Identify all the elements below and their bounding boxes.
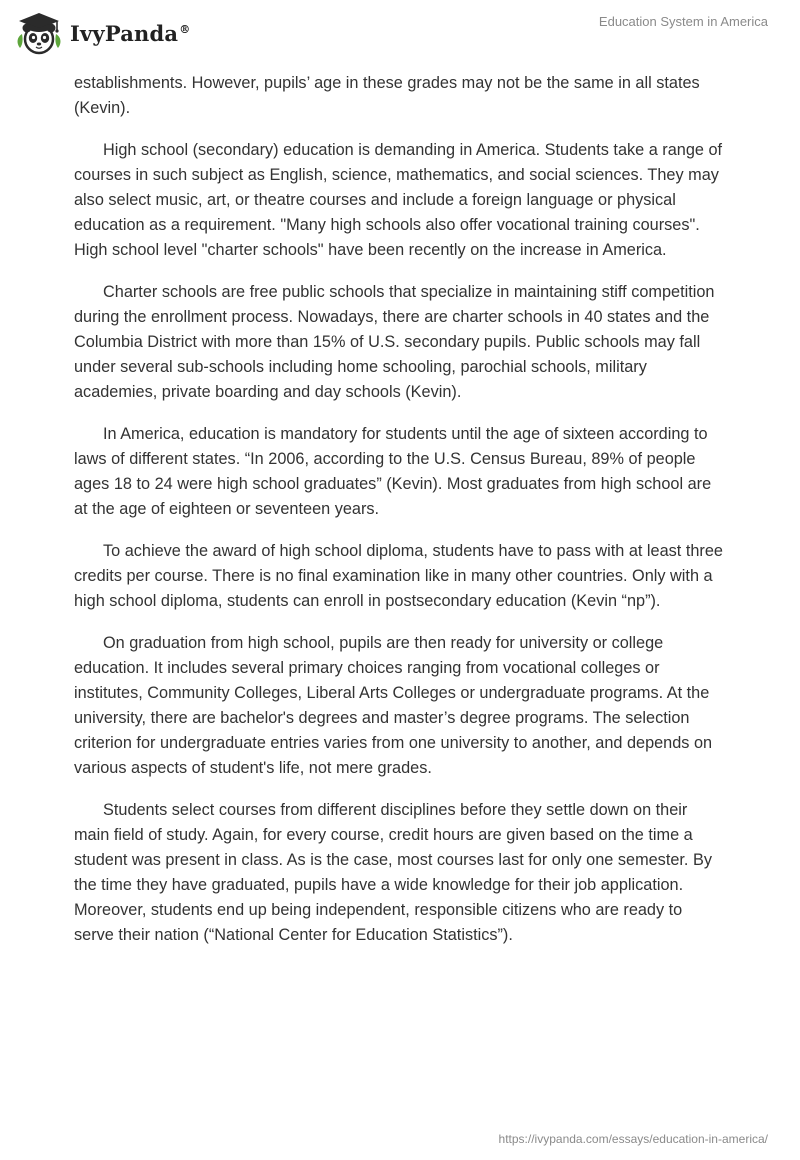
- essay-body: [74, 71, 726, 965]
- paragraph: establishments. However, pupils’ age in these grades may not be the same in all states (Kevin).: [74, 74, 700, 117]
- paragraph: High school (secondary) education is demanding in America. Students take a range of courses in such subject as English, science, mathematics, and social sciences. They may also select music, art, or theatre courses and include a foreign language or physical education as a requirement. "Many high schools also offer vocational training courses". High school level "charter schools" have been recently on the increase in America.: [74, 141, 723, 259]
- paragraph: Charter schools are free public schools that specialize in maintaining stiff competition during the enrollment process. Nowadays, there are charter schools in 40 states and the Columbia District with more than 15% of U.S. secondary pupils. Public schools may fall under several sub-schools including home schooling, parochial schools, military academies, private boarding and day schools (Kevin).: [74, 283, 715, 401]
- page-header: [0, 0, 800, 70]
- document-title: Education System in America: [598, 14, 768, 29]
- brand-name: IvyPanda®: [70, 20, 191, 46]
- panda-logo-icon: [14, 10, 64, 56]
- paragraph: On graduation from high school, pupils are then ready for university or college education. It includes several primary choices ranging from vocational colleges or institutes, Community Colleges, Liberal Arts Colleges or undergraduate programs. At the university, there are bachelor's degrees and master’s degree programs. The selection criterion for undergraduate entries varies from one university to another, and depends on various aspects of student's life, not mere grades.: [74, 634, 713, 777]
- paragraph: In America, education is mandatory for students until the age of sixteen according to laws of different states. “In 2006, according to the U.S. Census Bureau, 89% of people ages 18 to 24 were high school graduates” (Kevin). Most graduates from high school are at the age of eighteen or seventeen years.: [74, 425, 712, 518]
- ivypanda-logo[interactable]: [14, 10, 190, 56]
- paragraph: To achieve the award of high school diploma, students have to pass with at least three credits per course. There is no final examination like in many other countries. Only with a high school diploma, students can enroll in postsecondary education (Kevin “np”).: [74, 542, 723, 610]
- source-url[interactable]: https://ivypanda.com/essays/education-in-america/: [498, 1132, 768, 1146]
- paragraph: Students select courses from different disciplines before they settle down on their main field of study. Again, for every course, credit hours are given based on the time a student was present in class. As is the case, most courses last for only one semester. By the time they have graduated, pupils have a wide knowledge for their job application. Moreover, students end up being independent, responsible citizens who are ready to serve their nation (“National Center for Education Statistics”).: [74, 801, 712, 944]
